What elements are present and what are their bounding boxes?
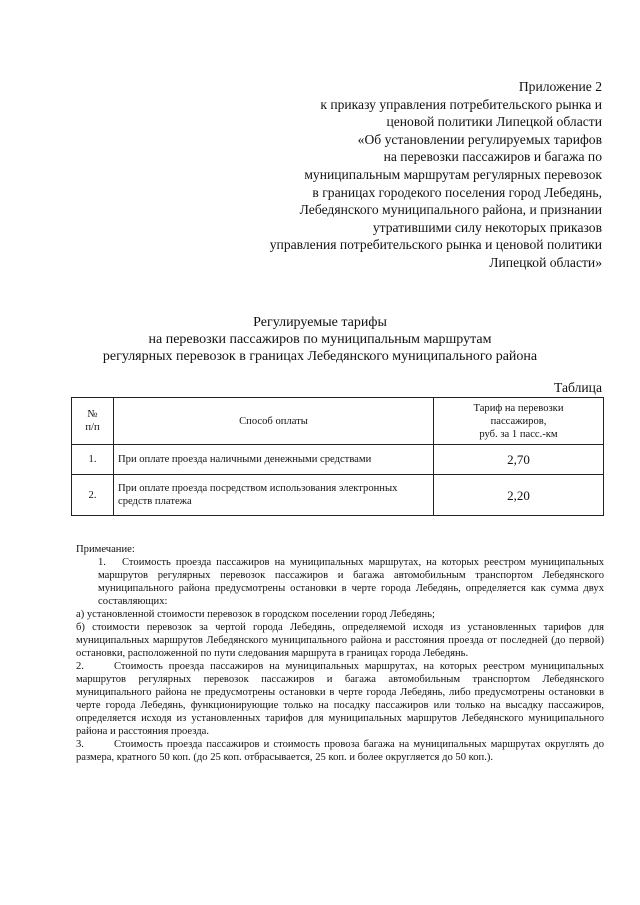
table-caption: Таблица [554,380,602,395]
header-method: Способ оплаты [114,398,434,445]
appendix-line: на перевозки пассажиров и багажа по [383,149,602,165]
appendix-line: «Об установлении регулируемых тарифов [357,131,602,147]
appendix-line: Липецкой области» [489,254,602,270]
appendix-line: ценовой политики Липецкой области [386,114,602,130]
notes-section [76,543,604,764]
header-number [72,398,114,445]
note-text: Стоимость проезда пассажиров на муниципальных маршрутах, на которых реестром муниципальных маршрутов регулярных перевозок пассажиров и багажа автомобильным транспортом Лебедянского муниципального района предусмотрены остановки в черте города Лебедянь, определяется как сумма двух составляющих: [98,557,604,607]
appendix-line: в границах городекого поселения город Лебедянь, [312,184,602,200]
note-subitem-b: б) стоимости перевозок за чертой города Лебедянь, определяемой исходя из установленных тарифов для муниципальных маршрутов Лебедянского муниципального района и расстояния проезда от последней (до первой) остановки, расположенной по пути следования маршрута в границах города Лебедянь. [76,622,604,659]
appendix-line: к приказу управления потребительского рынка и [320,96,602,112]
note-item-1 [98,556,604,608]
title-line: регулярных перевозок в границах Лебедянского муниципального района [102,349,538,364]
header-tariff-line: Тариф на перевозки [473,402,564,414]
note-item-2 [76,660,604,738]
row-method: При оплате проезда наличными денежными средствами [114,445,434,475]
appendix-line: Лебедянского муниципального района, и признании [299,202,602,218]
note-subitem-a: а) установленной стоимости перевозок в городском поселении город Лебедянь; [76,609,435,620]
table-row [72,475,604,516]
note-item-3 [76,738,604,764]
tariff-table [71,397,604,516]
table-header-row [72,398,604,445]
title-line: Регулируемые тарифы [253,315,387,330]
header-number-symbol: № [87,409,98,420]
appendix-line: муниципальным маршрутам регулярных перевозок [304,166,602,182]
row-method: При оплате проезда посредством использования электронных средств платежа [114,475,434,516]
appendix-line: Приложение 2 [518,79,602,94]
notes-heading: Примечание: [76,544,135,555]
appendix-line: управления потребительского рынка и ценовой политики [269,237,602,253]
title-line: на перевозки пассажиров по муниципальным маршрутам [148,332,492,347]
table-row [72,445,604,475]
row-number: 2. [72,475,114,516]
header-number-abbr: п/п [85,422,100,433]
row-number: 1. [72,445,114,475]
row-tariff: 2,20 [434,475,604,516]
note-text: Стоимость проезда пассажиров и стоимость провоза багажа на муниципальных маршрутах округлять до размера, кратного 50 коп. (до 25 коп. отбрасывается, 25 коп. и более округляется до 50 коп.). [76,739,604,763]
header-tariff [434,398,604,445]
document-title [0,314,640,365]
appendix-line: утратившими силу некоторых приказов [372,219,602,235]
note-number: 1. [98,557,106,568]
note-text: Стоимость проезда пассажиров на муниципальных маршрутах, на которых реестром муниципальных маршрутов регулярных перевозок пассажиров и багажа автомобильным транспортом Лебедянского муниципального района не предусмотрены остановки в черте города Лебедянь, либо предусмотрены остановки в черте города Лебедянь, функционирующие только на посадку пассажиров или только на высадку пассажиров, определяется исходя из установленных тарифов для муниципальных маршрутов Лебедянского муниципального района и расстояния проезда. [76,661,604,737]
header-tariff-line: руб. за 1 пасс.-км [479,428,558,440]
note-number: 2. [76,661,84,672]
note-number: 3. [76,739,84,750]
header-tariff-line: пассажиров, [490,415,547,427]
row-tariff: 2,70 [434,445,604,475]
appendix-header [182,78,602,272]
